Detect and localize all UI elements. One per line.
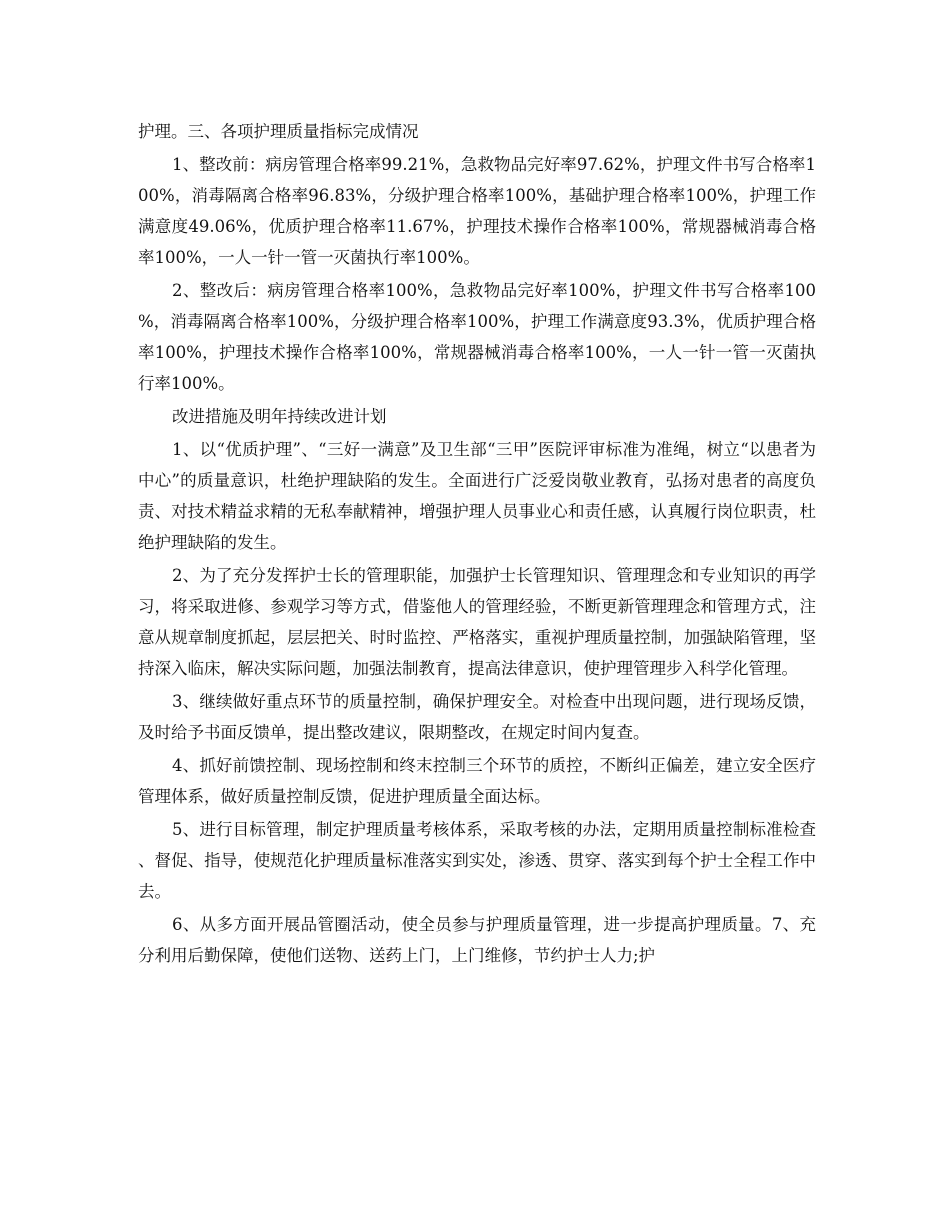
paragraph-5: 1、以“优质护理”、“三好一满意”及卫生部“三甲”医院评审标准为准绳，树立“以患者为中心”的质量意识，杜绝护理缺陷的发生。全面进行广泛爱岗敬业教育，弘扬对患者的高度负责、对技术精益求精的无私奉献精神，增强护理人员事业心和责任感，认真履行岗位职责，杜绝护理缺陷的发生。 <box>138 440 816 552</box>
paragraph-2: 1、整改前：病房管理合格率99.21%，急救物品完好率97.62%，护理文件书写合格率100%，消毒隔离合格率96.83%，分级护理合格率100%，基础护理合格率100%，护理工作满意度49.06%，优质护理合格率11.67%，护理技术操作合格率100%，常规器械消毒合格率100%，一人一针一管一灭菌执行率100%。 <box>138 155 816 267</box>
paragraph-7: 3、继续做好重点环节的质量控制，确保护理安全。对检查中出现问题，进行现场反馈，及时给予书面反馈单，提出整改建议，限期整改，在规定时间内复查。 <box>138 692 816 742</box>
paragraph-8: 4、抓好前馈控制、现场控制和终末控制三个环节的质控，不断纠正偏差，建立安全医疗管理体系，做好质量控制反馈，促进护理质量全面达标。 <box>138 756 816 806</box>
section-heading: 改进措施及明年持续改进计划 <box>172 407 387 426</box>
paragraph-10: 6、从多方面开展品管圈活动，使全员参与护理质量管理，进一步提高护理质量。7、充分利用后勤保障，使他们送物、送药上门，上门维修，节约护士人力;护 <box>138 915 816 965</box>
paragraph-1: 护理。三、各项护理质量指标完成情况 <box>138 122 419 141</box>
paragraph-9: 5、进行目标管理，制定护理质量考核体系，采取考核的办法，定期用质量控制标准检查、督促、指导，使规范化护理质量标准落实到实处，渗透、贯穿、落实到每个护士全程工作中去。 <box>138 820 816 901</box>
paragraph-3: 2、整改后：病房管理合格率100%，急救物品完好率100%，护理文件书写合格率100%，消毒隔离合格率100%，分级护理合格率100%，护理工作满意度93.3%，优质护理合格率100%，护理技术操作合格率100%，常规器械消毒合格率100%，一人一针一管一灭菌执行率100%。 <box>138 281 816 393</box>
paragraph-6: 2、为了充分发挥护士长的管理职能，加强护士长管理知识、管理理念和专业知识的再学习，将采取进修、参观学习等方式，借鉴他人的管理经验，不断更新管理理念和管理方式，注意从规章制度抓起，层层把关、时时监控、严格落实，重视护理质量控制，加强缺陷管理，坚持深入临床，解决实际问题，加强法制教育，提高法律意识，使护理管理步入科学化管理。 <box>138 566 816 678</box>
document-body <box>138 116 816 973</box>
